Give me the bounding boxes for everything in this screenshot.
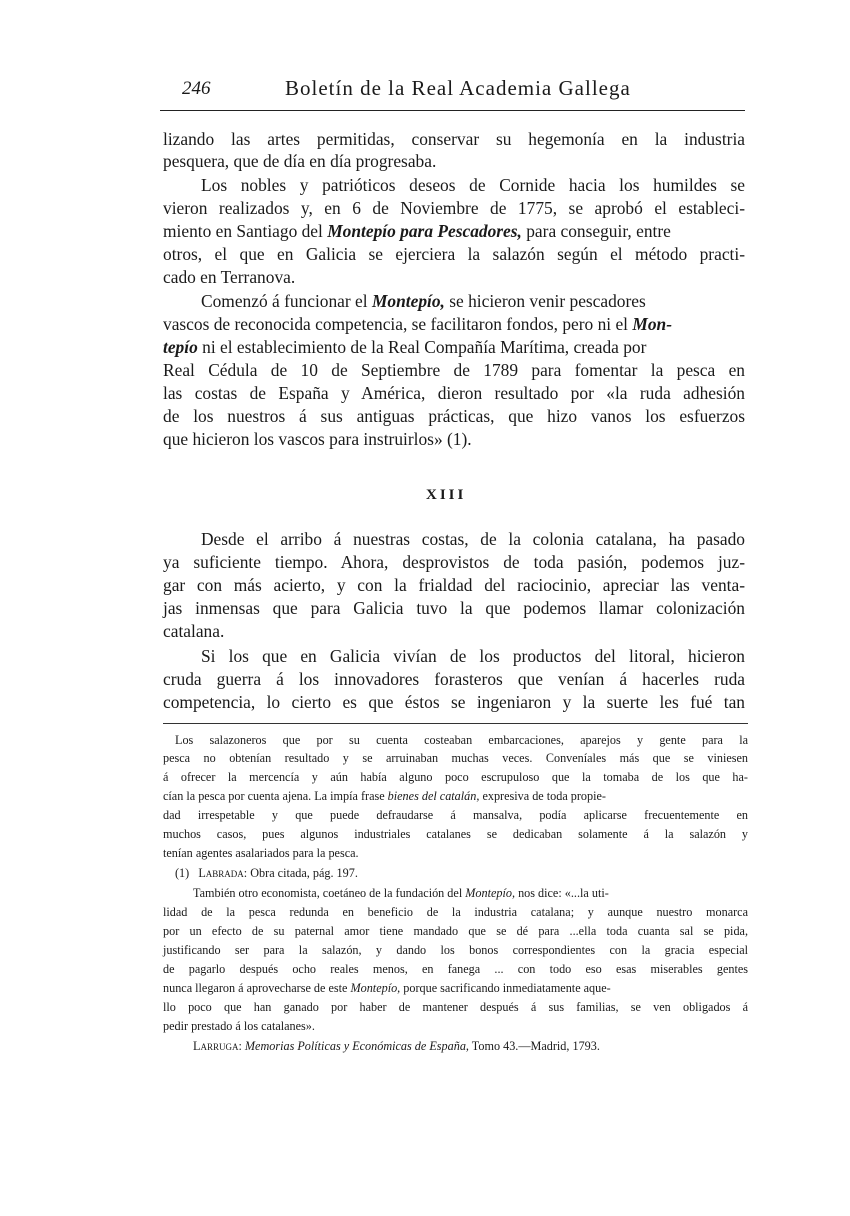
text-line: lizando las artes permitidas, conservar su hegemonía en la industria — [163, 129, 745, 149]
text-line: Si los que en Galicia vivían de los productos del litoral, hicieron — [201, 646, 745, 666]
text-run: cían la pesca por cuenta ajena. La impía frase — [163, 789, 388, 803]
footnote-line: tenían agentes asalariados para la pesca. — [163, 846, 359, 860]
text-line — [163, 313, 672, 335]
italic-bienes-del-catalan: bienes del catalán, — [387, 789, 480, 803]
footnote-line: por un efecto de su paternal amor tiene mandado que se dé para ...ella toda cuanta sal se pida, — [163, 924, 748, 938]
text-line: ya suficiente tiempo. Ahora, desprovistos de toda pasión, podemos juz- — [163, 552, 745, 572]
footnote-citation-larruga — [193, 1038, 600, 1054]
footnote-line: á ofrecer la mercencía y aún había alguno poco escrupuloso que la tomaba de los que ha- — [163, 770, 748, 784]
text-line: las costas de España y América, dieron resultado por «la ruda adhesión — [163, 383, 745, 403]
italic-montepio-hyphen: Mon- — [632, 314, 672, 334]
section-heading: XIII — [426, 487, 467, 503]
page-number: 246 — [182, 78, 211, 99]
text-line: jas inmensas que para Galicia tuvo la que podemos llamar colonización — [163, 598, 745, 618]
citation-title: Memorias Políticas y Económicas de España, — [244, 1039, 469, 1053]
text-run: Tomo 43.—Madrid, 1793. — [468, 1039, 600, 1053]
footnote-line: muchos casos, pues algunos industriales catalanes se dedicaban solamente á la salazón y — [163, 827, 748, 841]
footnote-line — [193, 885, 609, 901]
text-line: pesquera, que de día en día progresaba. — [163, 151, 437, 171]
text-line — [201, 290, 646, 312]
text-line — [163, 336, 646, 358]
text-line: vieron realizados y, en 6 de Noviembre de 1775, se aprobó el estableci- — [163, 198, 745, 218]
footnote-line: dad irrespetable y que puede defraudarse á mansalva, podía aplicarse frecuentemente en — [163, 808, 748, 822]
italic-title-montepio-pescadores: Montepío para Pescadores, — [327, 221, 522, 241]
footnote-line: justificando ser para la salazón, y dando los bonos correspondientes con la gracia especial — [163, 943, 748, 957]
footnote-line: de pagarlo después ocho reales menos, en fanega ... con todo eso esas miserables gentes — [163, 962, 748, 976]
text-line: Real Cédula de 10 de Septiembre de 1789 para fomentar la pesca en — [163, 360, 745, 380]
text-run: para conseguir, entre — [521, 221, 671, 241]
text-line: catalana. — [163, 621, 225, 641]
text-run: nunca llegaron á aprovecharse de este — [163, 981, 351, 995]
text-run: expresiva de toda propie- — [479, 789, 606, 803]
text-line: Los nobles y patrióticos deseos de Cornide hacia los humildes se — [201, 175, 745, 195]
text-line: otros, el que en Galicia se ejerciera la salazón según el método practi- — [163, 244, 745, 264]
text-line: de los nuestros á sus antiguas prácticas, que hizo vanos los esfuerzos — [163, 406, 745, 426]
text-line: cruda guerra á los innovadores forasteros que venían á hacerles ruda — [163, 669, 745, 689]
footnote-line — [163, 788, 606, 804]
text-run: Comenzó á funcionar el — [201, 291, 372, 311]
text-line: que hicieron los vascos para instruirlos» (1). — [163, 429, 472, 449]
text-line: gar con más acierto, y con la frialdad del raciocinio, apreciar las venta- — [163, 575, 745, 595]
running-title: Boletín de la Real Academia Gallega — [285, 76, 631, 100]
page-header — [160, 76, 745, 111]
citation-author: Larruga: — [193, 1039, 242, 1053]
footnote-line — [163, 980, 611, 996]
text-run: nos dice: «...la uti- — [515, 886, 609, 900]
text-run: se hicieron venir pescadores — [444, 291, 646, 311]
footnote-line: pesca no obtenían resultado y se arruinaban muchas veces. Conveníales más que se viniesen — [163, 751, 748, 765]
text-line: competencia, lo cierto es que éstos se ingeniaron y la suerte les fué tan — [163, 692, 745, 712]
text-line: Desde el arribo á nuestras costas, de la colonia catalana, ha pasado — [201, 529, 745, 549]
footnote-line: lidad de la pesca redunda en beneficio de la industria catalana; y aunque nuestro monarca — [163, 905, 748, 919]
italic-montepio: Montepío, — [371, 291, 445, 311]
footnote-reference-1 — [175, 865, 358, 881]
text-run: miento en Santiago del — [163, 221, 328, 241]
footnote-line: pedir prestado á los catalanes». — [163, 1019, 315, 1033]
footnote-marker: (1) — [175, 866, 190, 880]
text-run: Obra citada, pág. 197. — [247, 866, 358, 880]
text-run: También otro economista, coetáneo de la fundación del — [193, 886, 466, 900]
text-run: vascos de reconocida competencia, se facilitaron fondos, pero ni el — [163, 314, 633, 334]
footnote-divider — [163, 723, 748, 724]
footnote-author: Labrada: — [198, 866, 248, 880]
italic-montepio-tail: tepío — [163, 337, 198, 357]
footnote-line: Los salazoneros que por su cuenta costeaban embarcaciones, aparejos y gente para la — [175, 733, 748, 747]
text-run: ni el establecimiento de la Real Compañía Marítima, creada por — [197, 337, 647, 357]
italic-montepio: Montepío, — [465, 886, 516, 900]
footnote-line: llo poco que han ganado por haber de mantener después á sus familias, se ven obligados á — [163, 1000, 748, 1014]
text-run: porque sacrificando inmediatamente aque- — [400, 981, 611, 995]
text-line: cado en Terranova. — [163, 267, 296, 287]
text-line — [163, 220, 671, 242]
italic-montepio: Montepío, — [350, 981, 401, 995]
